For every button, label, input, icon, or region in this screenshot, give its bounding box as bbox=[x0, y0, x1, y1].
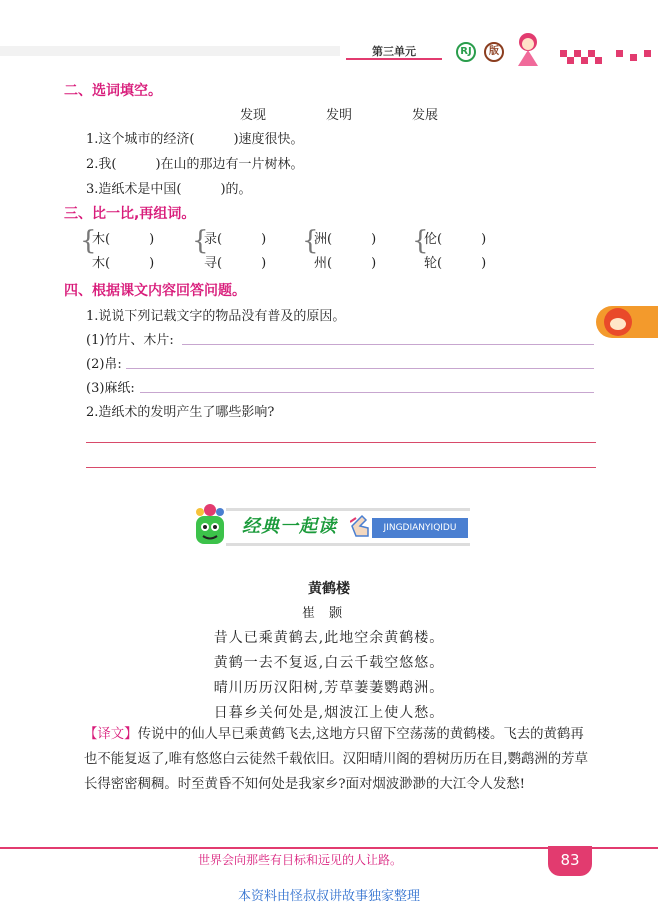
translation-paragraph bbox=[84, 722, 596, 797]
fill-question: 3.造纸术是中国( )的。 bbox=[86, 182, 252, 197]
footer-motto: 世界会向那些有目标和远见的人让路。 bbox=[197, 853, 402, 867]
word-option: 发现 bbox=[240, 108, 267, 123]
answer-line bbox=[126, 368, 594, 369]
poem-line: 晴川历历汉阳树,芳草萋萋鹦鹉洲。 bbox=[213, 680, 445, 696]
banner-pinyin: JINGDIANYIQIDU bbox=[372, 518, 468, 538]
compare-word: 录( ) bbox=[204, 232, 267, 247]
brace-icon: { bbox=[80, 226, 97, 256]
page-number: 83 bbox=[548, 846, 592, 876]
cartoon-girl-icon bbox=[508, 28, 548, 68]
banner-title: 经典一起读 bbox=[242, 516, 337, 537]
credit-text: 本资料由怪叔叔讲故事独家整理 bbox=[237, 889, 420, 904]
question-1: 1.说说下列记载文字的物品没有普及的原因。 bbox=[86, 309, 346, 324]
answer-label: (2)帛: bbox=[86, 357, 122, 372]
poem-line: 黄鹤一去不复返,白云千载空悠悠。 bbox=[213, 655, 445, 671]
rj-badge: RJ bbox=[456, 42, 476, 62]
word-option: 发明 bbox=[326, 108, 353, 123]
fill-question: 2.我( )在山的那边有一片树林。 bbox=[86, 157, 304, 172]
fox-face-icon bbox=[604, 308, 632, 336]
section3-title: 三、比一比,再组词。 bbox=[64, 206, 196, 222]
fill-question: 1.这个城市的经济( )速度很快。 bbox=[86, 132, 304, 147]
compare-word: 伦( ) bbox=[424, 232, 487, 247]
answer-line bbox=[140, 392, 594, 393]
poem-author: 崔颢 bbox=[301, 606, 356, 621]
brace-icon: { bbox=[192, 226, 209, 256]
compare-word: 木( ) bbox=[92, 232, 155, 247]
pointing-hand-icon bbox=[350, 512, 372, 538]
compare-word: 木( ) bbox=[92, 256, 155, 271]
question-2: 2.造纸术的发明产生了哪些影响? bbox=[86, 405, 275, 420]
green-monster-icon bbox=[186, 500, 234, 548]
header-bar bbox=[0, 46, 340, 56]
compare-word: 洲( ) bbox=[314, 232, 377, 247]
compare-word: 寻( ) bbox=[204, 256, 267, 271]
section2-title: 二、选词填空。 bbox=[64, 83, 162, 99]
unit-title: 第三单元 bbox=[372, 45, 416, 58]
compare-word: 州( ) bbox=[314, 256, 377, 271]
poem-line: 昔人已乘黄鹤去,此地空余黄鹤楼。 bbox=[213, 630, 445, 646]
answer-label: (1)竹片、木片: bbox=[86, 333, 174, 348]
answer-label: (3)麻纸: bbox=[86, 381, 135, 396]
answer-line bbox=[86, 442, 596, 443]
brace-icon: { bbox=[302, 226, 319, 256]
translation-tag: 【译文】 bbox=[84, 727, 138, 742]
poem-line: 日暮乡关何处是,烟波江上使人愁。 bbox=[213, 705, 445, 721]
classic-reading-banner bbox=[186, 500, 470, 548]
compare-word: 轮( ) bbox=[424, 256, 487, 271]
brace-icon: { bbox=[412, 226, 429, 256]
poem-title: 黄鹤楼 bbox=[308, 581, 350, 597]
word-option: 发展 bbox=[412, 108, 439, 123]
edition-badge: 版 bbox=[484, 42, 504, 62]
section4-title: 四、根据课文内容回答问题。 bbox=[64, 283, 246, 299]
translation-text: 传说中的仙人早已乘黄鹤飞去,这地方只留下空荡荡的黄鹤楼。飞去的黄鹤再也不能复返了,唯有悠悠白云徒然千载依旧。汉阳晴川阁的碧树历历在目,鹦鹉洲的芳草长得密密稠稠。时至黄昏不知何处是我家乡?面对烟波渺渺的大江令人发愁! bbox=[84, 727, 588, 792]
answer-line bbox=[182, 344, 594, 345]
answer-line bbox=[86, 467, 596, 468]
